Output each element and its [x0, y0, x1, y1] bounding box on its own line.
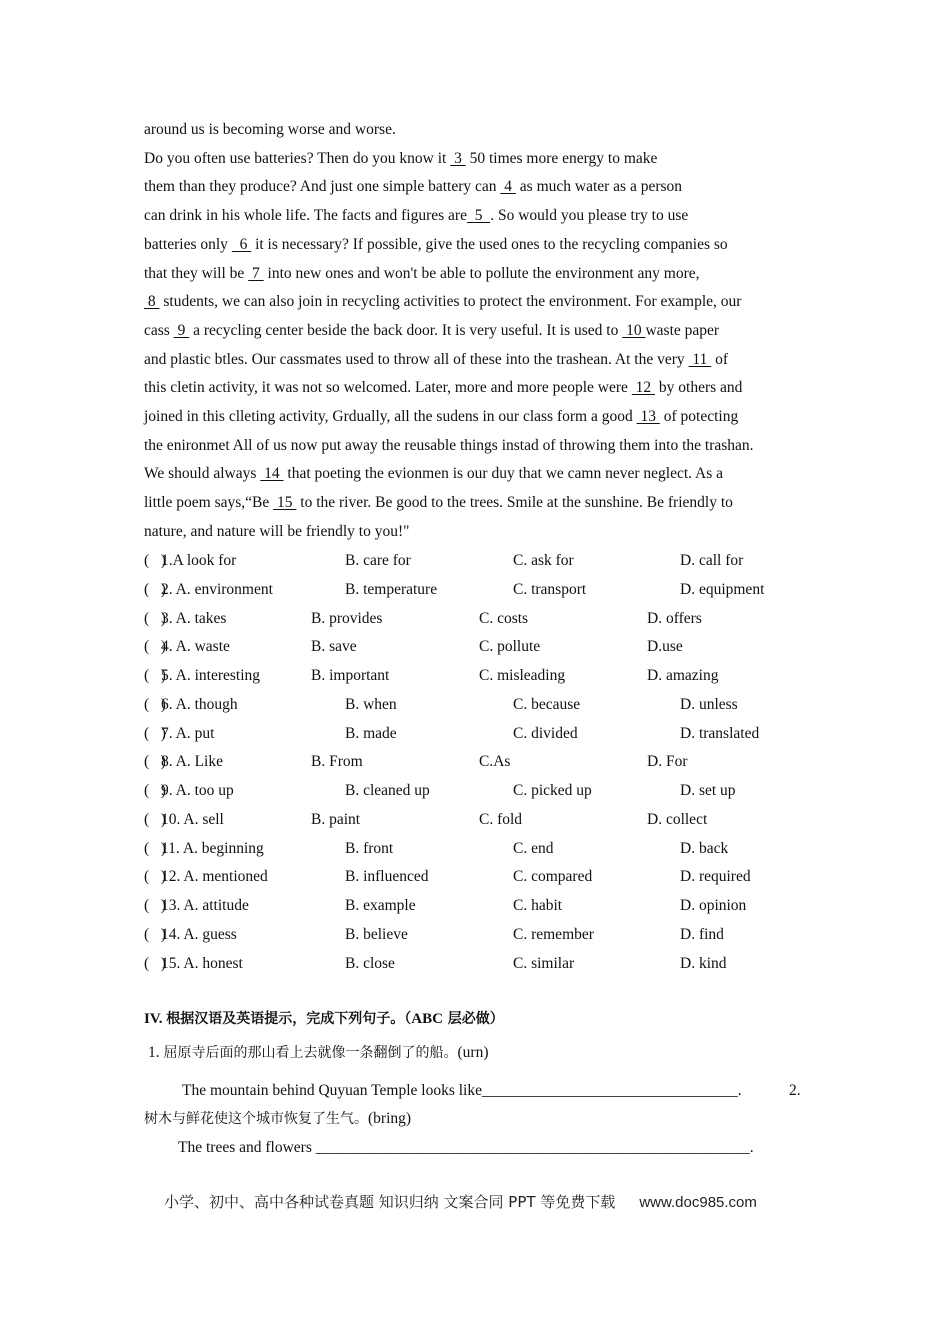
passage-text: little poem says,“Be	[144, 494, 274, 512]
option-a: 11. A. beginning	[161, 839, 264, 857]
footer-url[interactable]: www.doc985.com	[639, 1194, 757, 1211]
answer-bracket[interactable]: ( )	[144, 580, 166, 598]
option-d: D. offers	[647, 609, 702, 627]
passage-text: and plastic btles. Our cassmates used to throw all of these into the trashean. At the very	[144, 350, 689, 368]
passage-text: of	[711, 350, 728, 368]
option-b: B. front	[345, 839, 394, 857]
passage-line	[144, 407, 738, 427]
option-a: 3. A. takes	[161, 609, 227, 627]
passage-text: to the river. Be good to the trees. Smile at the sunshine. Be friendly to	[296, 494, 733, 512]
question-row	[144, 724, 824, 744]
exercise-1-prompt	[148, 1043, 489, 1063]
passage-line	[144, 321, 719, 341]
passage-line	[144, 350, 728, 370]
option-b: B. example	[345, 897, 416, 914]
answer-bracket[interactable]: ( )	[144, 609, 166, 627]
passage-text: students, we can also join in recycling activities to protect the environment. For example, our	[159, 293, 742, 311]
passage-text: that they will be	[144, 264, 249, 282]
passage-text: . So would you please try to use	[490, 207, 689, 225]
option-a: 10. A. sell	[161, 810, 224, 828]
option-d: D. back	[680, 839, 729, 857]
question-row	[144, 925, 824, 945]
question-row	[144, 954, 824, 974]
option-a: 6. A. though	[161, 695, 238, 713]
option-d: D. call for	[680, 552, 744, 569]
option-b: B. provides	[311, 609, 383, 627]
passage-text: this cletin activity, it was not so welcomed. Later, more and more people were	[144, 379, 632, 397]
answer-bracket[interactable]: ( )	[144, 954, 166, 972]
passage-text: Do you often use batteries? Then do you know it	[144, 149, 451, 167]
answer-blank[interactable]: 3	[450, 149, 466, 167]
exercise-2-number: 2.	[789, 1082, 801, 1099]
answer-bracket[interactable]: ( )	[144, 868, 166, 886]
option-c: C. pollute	[479, 638, 541, 656]
option-d: D. translated	[680, 724, 760, 742]
passage-line	[144, 436, 754, 456]
option-c: C. compared	[513, 868, 593, 886]
passage-line	[144, 235, 728, 255]
option-c: C. costs	[479, 609, 529, 627]
answer-bracket[interactable]: ( )	[144, 810, 166, 828]
answer-bracket[interactable]: ( )	[144, 667, 166, 684]
passage-text: as much water as a person	[515, 178, 683, 196]
passage-text: them than they produce? And just one simple battery can	[144, 178, 501, 196]
option-d: D. amazing	[647, 667, 719, 684]
answer-blank[interactable]: 6	[231, 235, 252, 253]
option-b: B. paint	[311, 810, 361, 828]
answer-blank[interactable]: 15	[273, 494, 297, 512]
option-b: B. From	[311, 753, 363, 771]
answer-bracket[interactable]: ( )	[144, 925, 166, 943]
answer-bracket[interactable]: ( )	[144, 782, 166, 799]
answer-blank[interactable]: 14	[260, 465, 284, 483]
option-d: D. set up	[680, 782, 736, 799]
option-c: C. ask for	[513, 552, 574, 569]
answer-bracket[interactable]: ( )	[144, 552, 166, 569]
section-number: IV.	[144, 1011, 167, 1027]
exercise-1-hint: (urn)	[457, 1044, 489, 1061]
question-row	[144, 752, 824, 772]
option-a: 12. A. mentioned	[161, 868, 268, 886]
option-d: D. equipment	[680, 580, 765, 598]
question-row	[144, 781, 824, 801]
option-d: D. find	[680, 925, 724, 943]
option-c: C. because	[513, 695, 581, 713]
passage-line	[144, 522, 409, 542]
question-row	[144, 637, 824, 657]
section-level: ABC	[411, 1011, 443, 1027]
exercise-2-chinese: 树木与鲜花使这个城市恢复了生气。	[144, 1111, 368, 1127]
answer-bracket[interactable]: ( )	[144, 897, 166, 914]
option-d: D.use	[647, 638, 683, 656]
exercise-1-period: .	[737, 1082, 742, 1099]
passage-line	[144, 177, 682, 197]
answer-blank[interactable]: 12	[631, 379, 656, 397]
exercise-1-blank[interactable]: _________________________________	[481, 1082, 738, 1099]
section-iv-title	[144, 1008, 504, 1028]
option-c: C. picked up	[513, 782, 592, 799]
question-row	[144, 551, 824, 571]
exercise-1-answer-line	[182, 1081, 742, 1101]
option-b: B. made	[345, 724, 397, 742]
option-d: D. collect	[647, 810, 708, 828]
question-row	[144, 695, 824, 715]
option-d: D. opinion	[680, 897, 747, 914]
passage-text: that poeting the evionmen is our duy that we camn never neglect. As a	[283, 465, 724, 483]
passage-text: batteries only	[144, 235, 232, 253]
answer-bracket[interactable]: ( )	[144, 724, 166, 742]
option-a: 15. A. honest	[161, 954, 243, 972]
answer-blank[interactable]: 9	[173, 321, 190, 339]
passage-line	[144, 149, 657, 169]
passage-text: around us is becoming worse and worse.	[144, 121, 396, 138]
option-a: 2. A. environment	[161, 580, 273, 598]
passage-line	[144, 493, 733, 513]
option-b: B. care for	[345, 552, 411, 569]
passage-line	[144, 206, 688, 226]
passage-line	[144, 264, 700, 284]
passage-text: joined in this clleting activity, Grdually, all the sudens in our class form a good	[144, 408, 637, 425]
question-row	[144, 609, 824, 629]
option-c: C. fold	[479, 810, 523, 828]
answer-blank[interactable]: 8	[144, 293, 160, 311]
passage-text: 50 times more energy to make	[465, 149, 658, 167]
exercise-2-blank[interactable]: ________________________________________________________	[315, 1139, 750, 1156]
passage-text: it is necessary? If possible, give the used ones to the recycling companies so	[251, 235, 728, 253]
answer-bracket[interactable]: ( )	[144, 695, 166, 713]
footer-text: 小学、初中、高中各种试卷真题 知识归纳 文案合同 PPT 等免费下载	[164, 1193, 616, 1211]
question-row	[144, 810, 824, 830]
answer-blank[interactable]: 4	[500, 178, 516, 196]
option-b: B. cleaned up	[345, 782, 430, 799]
answer-blank[interactable]: 11	[688, 350, 712, 368]
option-d: D. required	[680, 868, 751, 886]
option-c: C. misleading	[479, 667, 566, 684]
answer-blank[interactable]: 13	[636, 408, 660, 425]
question-row	[144, 839, 824, 859]
option-b: B. when	[345, 695, 397, 713]
question-row	[144, 867, 824, 887]
option-d: D. unless	[680, 695, 738, 713]
option-c: C. remember	[513, 925, 594, 943]
option-b: B. believe	[345, 925, 408, 943]
section-level-note: 层必做）	[442, 1011, 504, 1027]
passage-line	[144, 378, 742, 398]
answer-blank[interactable]: 5	[466, 207, 491, 225]
option-c: C.As	[479, 753, 511, 771]
option-a: 4. A. waste	[161, 638, 230, 656]
answer-bracket[interactable]: ( )	[144, 753, 166, 771]
option-a: 9. A. too up	[161, 782, 234, 799]
passage-text: of potecting	[659, 408, 739, 425]
question-row	[144, 666, 824, 686]
option-c: C. end	[513, 839, 554, 857]
passage-line	[144, 464, 723, 484]
answer-blank[interactable]: 7	[248, 264, 264, 282]
option-c: C. divided	[513, 724, 578, 742]
passage-text: into new ones and won't be able to pollute the environment any more,	[263, 264, 700, 282]
question-row	[144, 580, 824, 600]
passage-text: by others and	[655, 379, 743, 397]
passage-text: can drink in his whole life. The facts and figures are	[144, 207, 467, 225]
exercise-2-english: The trees and flowers	[178, 1139, 312, 1156]
exercise-2-prompt	[144, 1109, 411, 1129]
option-b: B. temperature	[345, 580, 438, 598]
answer-bracket[interactable]: ( )	[144, 638, 166, 656]
passage-text: the enironmet All of us now put away the reusable things instad of throwing them into the trashan.	[144, 436, 754, 454]
passage-text: cass	[144, 321, 174, 339]
option-c: C. transport	[513, 580, 587, 598]
option-d: D. kind	[680, 954, 727, 972]
answer-blank[interactable]: 10	[622, 321, 646, 339]
option-c: C. similar	[513, 954, 575, 972]
exercise-1-number: 1.	[148, 1044, 164, 1061]
passage-text: waste paper	[645, 321, 720, 339]
answer-bracket[interactable]: ( )	[144, 839, 166, 857]
option-b: B. important	[311, 667, 390, 684]
option-d: D. For	[647, 753, 688, 771]
passage-text: a recycling center beside the back door. It is very useful. It is used to	[189, 321, 623, 339]
question-row	[144, 896, 824, 916]
footer-banner	[164, 1191, 757, 1212]
option-b: B. influenced	[345, 868, 429, 886]
exercise-2-period: .	[749, 1139, 754, 1156]
option-a: 14. A. guess	[161, 925, 237, 943]
option-a: 7. A. put	[161, 724, 215, 742]
option-b: B. save	[311, 638, 357, 656]
option-a: 1.A look for	[161, 552, 237, 569]
exercise-1-english: The mountain behind Quyuan Temple looks like	[182, 1082, 482, 1099]
passage-text: We should always	[144, 465, 261, 483]
exercise-2-hint: (bring)	[368, 1110, 412, 1127]
exercise-1-chinese: 屈原寺后面的那山看上去就像一条翻倒了的船。	[163, 1045, 458, 1061]
option-a: 8. A. Like	[161, 753, 223, 771]
exercise-2-answer-line	[178, 1138, 754, 1158]
passage-line	[144, 120, 396, 140]
passage-line	[144, 292, 741, 312]
passage-text: nature, and nature will be friendly to you!"	[144, 522, 410, 540]
option-a: 13. A. attitude	[161, 897, 249, 914]
section-instruction: 根据汉语及英语提示，完成下列句子。（	[166, 1011, 412, 1027]
option-a: 5. A. interesting	[161, 667, 261, 684]
option-c: C. habit	[513, 897, 563, 914]
option-b: B. close	[345, 954, 395, 972]
